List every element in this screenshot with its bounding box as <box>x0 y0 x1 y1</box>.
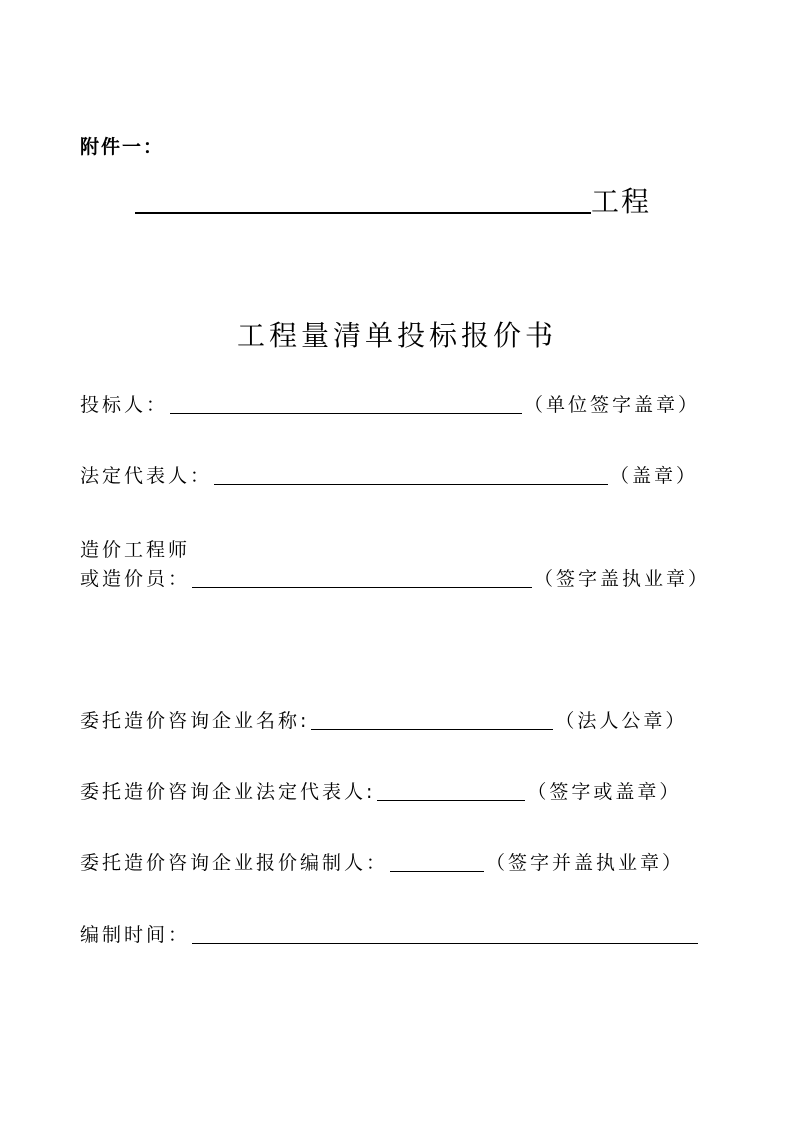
consulting-preparer-row <box>80 854 684 873</box>
project-name-blank[interactable] <box>135 212 591 214</box>
project-suffix: 工程 <box>591 185 652 218</box>
bidder-label: 投标人： <box>80 394 169 416</box>
consulting-name-label: 委托造价咨询企业名称: <box>80 710 310 732</box>
legal-rep-row <box>80 467 698 486</box>
bidder-blank[interactable] <box>170 412 522 414</box>
consulting-preparer-blank[interactable] <box>390 870 484 872</box>
bidder-note: （单位签字盖章） <box>524 394 701 416</box>
consulting-legal-rep-label: 委托造价咨询企业法定代表人: <box>80 781 376 803</box>
consulting-preparer-note: （签字并盖执业章） <box>486 852 685 874</box>
attachment-label: 附件一： <box>80 136 165 158</box>
cost-engineer-row <box>80 570 710 589</box>
cost-engineer-blank[interactable] <box>192 586 532 588</box>
consulting-preparer-label: 委托造价咨询企业报价编制人： <box>80 852 389 874</box>
consulting-legal-rep-blank[interactable] <box>377 799 525 801</box>
consulting-legal-rep-note: （签字或盖章） <box>527 781 682 803</box>
consulting-name-row <box>80 712 687 731</box>
document-title: 工程量清单投标报价书 <box>236 319 557 352</box>
legal-rep-note: （盖章） <box>610 465 699 487</box>
legal-rep-blank[interactable] <box>214 483 608 485</box>
consulting-name-blank[interactable] <box>311 728 553 730</box>
consulting-name-note: （法人公章） <box>555 710 688 732</box>
prepare-time-label: 编制时间： <box>80 924 191 946</box>
project-name-row <box>135 185 652 218</box>
bidder-row <box>80 396 700 415</box>
cost-engineer-note: （签字盖执业章） <box>534 568 711 590</box>
consulting-legal-rep-row <box>80 783 681 802</box>
legal-rep-label: 法定代表人： <box>80 465 213 487</box>
cost-engineer-label-line2: 或造价员： <box>80 568 191 590</box>
prepare-time-blank[interactable] <box>192 942 698 944</box>
prepare-time-row <box>80 926 700 945</box>
cost-engineer-label-line1: 造价工程师 <box>80 539 191 561</box>
